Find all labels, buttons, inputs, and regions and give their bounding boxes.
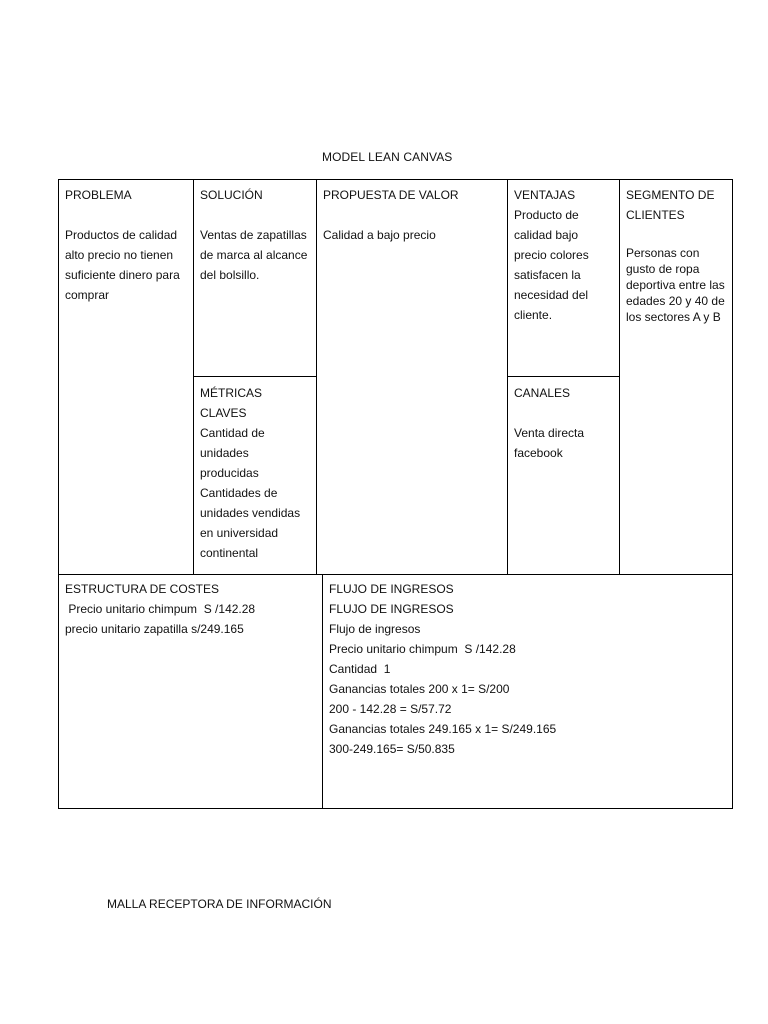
value-proposition-cell: [317, 179, 507, 574]
revenue-line-3: Precio unitario chimpum S /142.28: [329, 642, 516, 656]
border-right: [732, 179, 733, 809]
revenue-line-2: Flujo de ingresos: [329, 622, 421, 636]
solution-text: Ventas de zapatillas de marca al alcance del bolsillo.: [200, 228, 308, 282]
problem-cell: [59, 179, 193, 574]
revenue-line-4: Cantidad 1: [329, 662, 391, 676]
revenue-line-8: 300-249.165= S/50.835: [329, 742, 455, 756]
revenue-line-6: 200 - 142.28 = S/57.72: [329, 702, 452, 716]
value-proposition-heading: PROPUESTA DE VALOR: [323, 188, 459, 202]
revenue-streams-cell: [323, 575, 732, 808]
advantages-cell: [508, 179, 619, 376]
revenue-streams-heading: FLUJO DE INGRESOS: [329, 582, 454, 596]
lean-canvas-table: [58, 179, 733, 809]
revenue-line-7: Ganancias totales 249.165 x 1= S/249.165: [329, 722, 557, 736]
advantages-text: Producto de calidad bajo precio colores satisfacen la necesidad del cliente.: [514, 208, 589, 322]
cost-structure-heading: ESTRUCTURA DE COSTES: [65, 582, 220, 596]
solution-heading: SOLUCIÓN: [200, 188, 263, 202]
footer-section-title: MALLA RECEPTORA DE INFORMACIÓN: [107, 897, 332, 911]
key-metrics-text: Cantidad de unidades producidas Cantidades de unidades vendidas en universidad continental: [200, 426, 301, 560]
channels-cell: [508, 377, 619, 574]
customer-segment-cell: [620, 179, 732, 574]
problem-heading: PROBLEMA: [65, 188, 132, 202]
value-proposition-text: Calidad a bajo precio: [323, 228, 436, 242]
customer-segment-text: Personas con gusto de ropa deportiva entre las edades 20 y 40 de los sectores A y B: [626, 246, 725, 324]
page-title: MODEL LEAN CANVAS: [322, 150, 453, 164]
revenue-line-5: Ganancias totales 200 x 1= S/200: [329, 682, 510, 696]
problem-text: Productos de calidad alto precio no tienen suficiente dinero para comprar: [65, 228, 180, 302]
channels-heading: CANALES: [514, 386, 571, 400]
advantages-heading: VENTAJAS: [514, 188, 576, 202]
key-metrics-heading: MÉTRICAS CLAVES: [200, 386, 263, 420]
revenue-line-1: FLUJO DE INGRESOS: [329, 602, 454, 616]
customer-segment-heading: SEGMENTO DE CLIENTES: [626, 188, 715, 222]
border-bottom: [58, 808, 733, 809]
cost-line-1: Precio unitario chimpum S /142.28: [65, 602, 256, 616]
cost-structure-cell: [59, 575, 322, 808]
key-metrics-cell: [194, 377, 316, 574]
channels-text: Venta directa facebook: [514, 426, 585, 460]
cost-line-2: precio unitario zapatilla s/249.165: [65, 622, 244, 636]
solution-cell: [194, 179, 316, 376]
